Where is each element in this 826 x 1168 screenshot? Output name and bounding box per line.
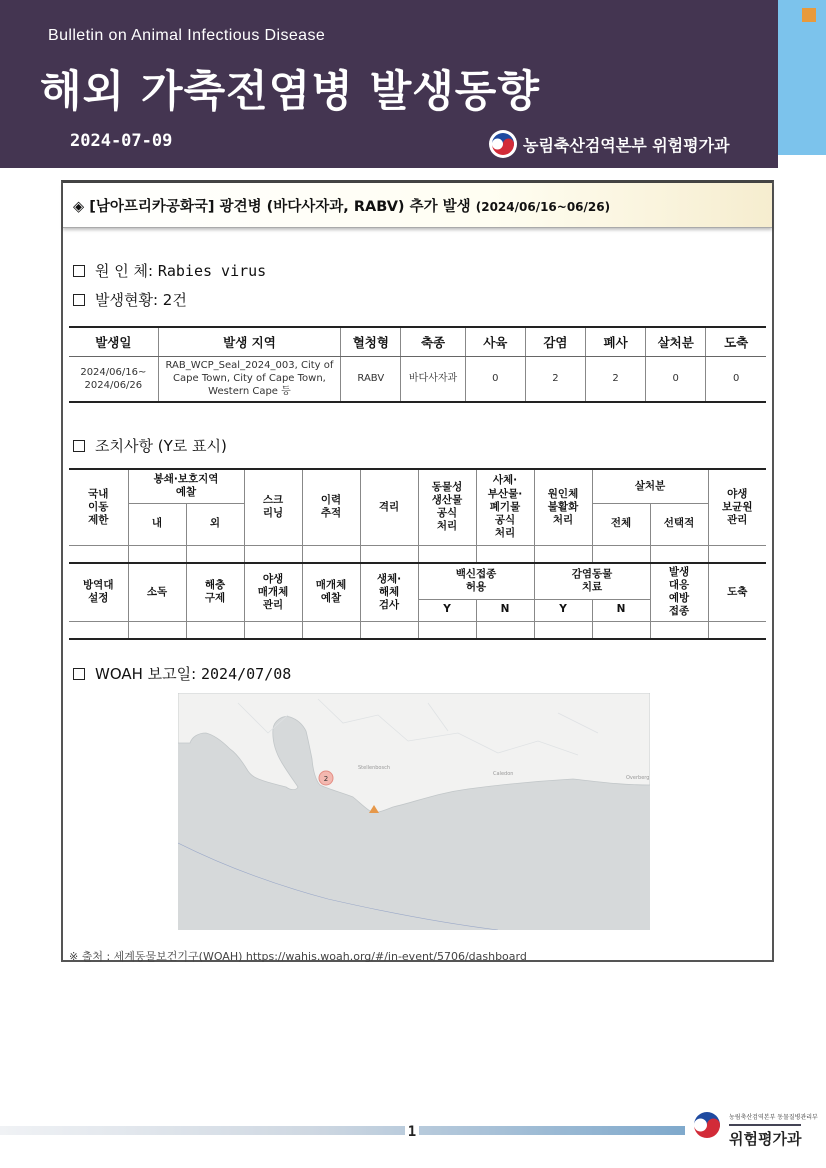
page-title: 해외 가축전염병 발생동향 [40,67,540,117]
measures-value-row-2 [69,621,766,639]
m-slaughter: 도축 [708,563,766,621]
m-vaccine: 백신접종 허용 [418,563,534,599]
col-date: 발생일 [69,327,158,356]
m-inactivation: 원인체 불활화 처리 [534,469,592,545]
m-treatment: 감염동물 치료 [534,563,650,599]
col-deaths: 폐사 [586,327,646,356]
map-label-place3: Overberg [626,775,650,781]
m-movement: 국내 이동 제한 [69,469,128,545]
status-value: 2건 [162,291,187,309]
outbreak-map[interactable] [178,693,650,930]
pathogen-label: 원 인 체: [95,262,154,280]
m-vaccine-y: Y [418,599,476,621]
cell-deaths: 2 [586,356,646,402]
taegeuk-logo-icon [690,1108,724,1142]
m-cull-all: 전체 [592,503,650,545]
checkbox-square-icon [73,668,85,680]
measures-value-row [69,545,766,563]
report-line [73,663,291,684]
m-zone: 봉쇄·보호지역 예찰 [128,469,244,503]
m-zone-out: 외 [186,503,244,545]
pathogen-line [73,260,266,281]
map-label-place1: Stellenbosch [358,765,390,771]
taegeuk-logo-icon [488,129,518,159]
m-vector-surv: 매개체 예찰 [302,563,360,621]
pathogen-value: Rabies virus [157,261,267,280]
m-prevention: 발생 대응 예방 접종 [650,563,708,621]
map-label-place2: Caledon [493,771,514,777]
m-tracing: 이력 추적 [302,469,360,545]
map-canvas [178,693,650,930]
cell-serotype: RABV [341,356,401,402]
measures-header-row [69,469,766,503]
m-quarantine: 격리 [360,469,418,545]
m-exam: 생체· 해체 검사 [360,563,418,621]
event-title: ◈ [남아프리카공화국] 광견병 (바다사자과, RABV) 추가 발생 [73,199,471,215]
corner-tab [778,0,826,155]
event-period: (2024/06/16~06/26) [475,200,611,214]
m-pest: 해충 구제 [186,563,244,621]
m-zone-in: 내 [128,503,186,545]
footer-org: 위험평가과 [729,1124,801,1149]
col-culled: 살처분 [646,327,706,356]
header-org [488,129,730,159]
cell-date: 2024/06/16~ 2024/06/26 [69,356,158,402]
header-org-name: 농림축산검역본부 위험평가과 [523,135,730,155]
report-label: WOAH 보고일: [95,665,197,683]
map-marker-count: 2 [323,775,329,783]
corner-square [802,8,816,22]
status-line [73,289,187,310]
event-banner [63,183,772,228]
page-number: 1 [405,1124,419,1142]
cell-susceptible: 0 [465,356,525,402]
status-label: 발생현황: [95,291,159,309]
m-culling: 살처분 [592,469,708,503]
content-box [61,180,774,962]
col-slaughtered: 도축 [706,327,766,356]
m-treatment-n: N [592,599,650,621]
report-value: 2024/07/08 [201,664,292,683]
measures-label: 조치사항 (Y로 표시) [95,437,227,455]
table-row [69,356,766,402]
m-treatment-y: Y [534,599,592,621]
col-serotype: 혈청형 [341,327,401,356]
outbreak-table [69,326,766,403]
table-header-row [69,327,766,356]
cell-culled: 0 [646,356,706,402]
cell-region: RAB_WCP_Seal_2024_003, City of Cape Town, City of Cape Town, Western Cape 등 [158,356,341,402]
footer-org-small: 농림축산검역본부 동물질병관리부 [729,1114,818,1121]
checkbox-square-icon [73,440,85,452]
bulletin-date: 2024-07-09 [70,131,173,151]
m-disinfection: 소독 [128,563,186,621]
m-screening: 스크 리닝 [244,469,302,545]
checkbox-square-icon [73,294,85,306]
m-animal-products: 동물성 생산물 공식 처리 [418,469,476,545]
cell-slaughtered: 0 [706,356,766,402]
measures-table [69,468,766,640]
cell-cases: 2 [525,356,585,402]
col-region: 발생 지역 [158,327,341,356]
checkbox-square-icon [73,265,85,277]
cell-species: 바다사자과 [401,356,465,402]
m-carcass: 사체· 부산물· 폐기물 공식 처리 [476,469,534,545]
col-susceptible: 사육 [465,327,525,356]
footer-bar [0,1126,685,1135]
m-wild-vector: 야생 매개체 관리 [244,563,302,621]
m-vaccine-n: N [476,599,534,621]
col-species: 축종 [401,327,465,356]
m-cull-select: 선택적 [650,503,708,545]
m-wildlife: 야생 보균원 관리 [708,469,766,545]
measures-line [73,435,227,456]
source-note: ※ 출처 : 세계동물보건기구(WOAH) https://wahis.woah.org/#/in-event/5706/dashboard [69,950,527,963]
measures-header-row-2 [69,563,766,599]
col-cases: 감염 [525,327,585,356]
m-zoning: 방역대 설정 [69,563,128,621]
bulletin-subtitle: Bulletin on Animal Infectious Disease [48,27,326,44]
header-banner [0,0,778,168]
